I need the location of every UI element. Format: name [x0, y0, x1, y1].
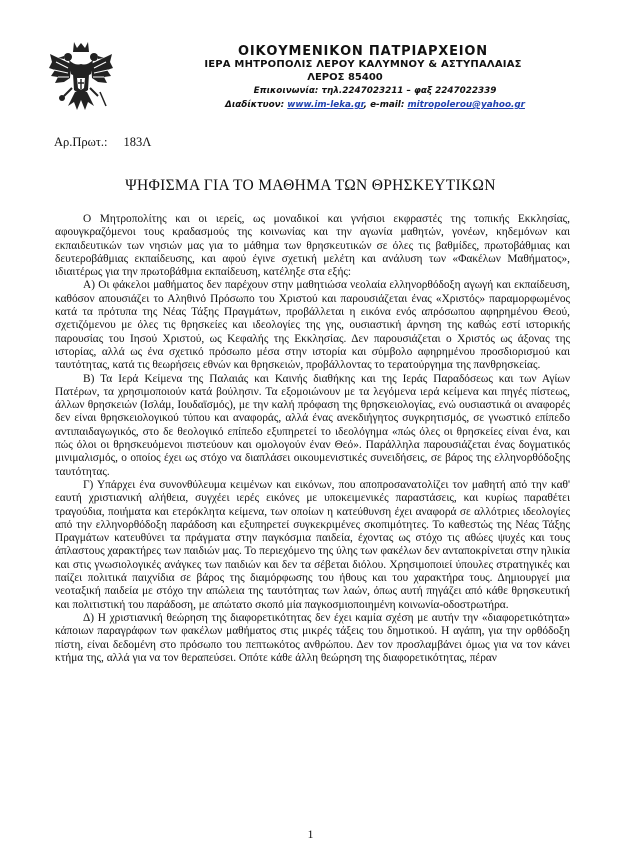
paragraph-b: Β) Τα Ιερά Κείμενα της Παλαιάς και Καινής διαθήκης και της Ιεράς Παραδόσεως και των Αγίων Πατέρων, τα χρησιμοποιούν κατά βούλησιν. Τα εξομοιώνουν με τα λεγόμενα ιερά κείμενα και πηγές πίστεως, άλλων θρησκειών (Ισλάμ, Ιουδαϊσμός), με την καλή πρόφαση της θρησκειολογίας, ενώ ουσιαστικά οι αναφορές δεν είναι θρησκειολογικού τύπου και αναφοράς, αλλά ένας ανεκδιήγητος συγκρητισμός, σε γνωστικό επίπεδο αντιπαιδαγωγικός, στο δε θεολογικό επίπεδο εξυπηρετεί το ιδεολόγημα «πώς όλες οι θρησκείες είναι ένα, και πώς όλοι οι θρησκευόμενοι πιστεύουν και ομολογούν έναν Θεό». Παράλληλα παρουσιάζεται ένας δογματικός μινιμαλισμός, ο οποίος έχει ως στόχο να διαπλάσει οικουμενιστικές συνειδήσεις, σε βάρος της ελληνορθόδοξης ταυτότητας.: [55, 372, 570, 478]
website-link[interactable]: www.im-leka.gr: [287, 100, 364, 110]
double-headed-eagle-icon: [48, 40, 114, 114]
intro-paragraph: Ο Μητροπολίτης και οι ιερείς, ως μοναδικοί και γνήσιοι εκφραστές της τοπικής Εκκλησίας, αφουγκραζόμενοι τους κραδασμούς της κοινωνίας και την αγωνία μαθητών, γονέων, κηδεμόνων και εκπαιδευτικών των νησιών μας για το μάθημα των θρησκευτικών σε όλες τις βαθμίδες, πρωτοβάθμιας και δευτεροβάθμιας εκπαίδευσης, και αφού έγινε σχετική μελέτη και ανάλυση των «Φακέλων Μαθήματος», ιδιαιτέρως για την πρωτοβάθμια εκπαίδευση, κατέληξε στα εξής:: [55, 213, 570, 279]
email-label: , e-mail:: [363, 100, 405, 110]
email-link[interactable]: mitropolerou@yahoo.gr: [407, 100, 525, 110]
paragraph-c: Γ) Υπάρχει ένα συνονθύλευμα κειμένων και εικόνων, που αποπροσανατολίζει τον μαθητή από την καθ' εαυτή χριστιανική αλήθεια, συγχέει ιερές εικόνες με υποκειμενικές παραστάσεις, και κυρίως παραθέτει τραγούδια, ποιήματα και ετερόκλητα κείμενα, των οποίων η κατεύθυνση έχει αναφορά σε αλλότριες ιδεολογίες από την ελληνορθόδοξη παράδοση και εξυπηρετεί συγκεκριμένες σκοπιμότητες. Το καθεστώς της Νέας Τάξης Πραγμάτων κατευθύνει τα πράγματα στην παγκόσμια παιδεία, έχοντας ως στόχο τις αθώες ψυχές και τους άπλαστους χαρακτήρες των παιδιών μας. Το περιεχόμενο της ύλης των φακέλων δεν ανταποκρίνεται στην ηλικία και στις γνωσιολογικές ανάγκες των παιδιών και δεν τα σέβεται διόλου. Χρησιμοποιεί ύπουλες στρατηγικές και παίζει πολιτικά παιχνίδια σε βάρος της διαμόρφωσης του ήθους και του χαρακτήρα τους. Δημιουργεί μια νεοταξική παιδεία με στόχο την απώλεια της ταυτότητας των λαών, όπως αυτή πηγάζει από κάθε θρησκευτική και πολιτιστική του παράδοση, με απώτατο σκοπό μία παγκοσμιοποιημένη κοινωνία-οδοστρωτήρα.: [55, 478, 570, 611]
document-body: [55, 213, 570, 665]
patriarchate-title: ΟΙΚΟΥΜΕΝΙΚΟΝ ΠΑΤΡΙΑΡΧΕΙΟΝ: [238, 44, 488, 59]
protocol-number-line: [54, 135, 151, 150]
paragraph-d: Δ) Η χριστιανική θεώρηση της διαφορετικότητας δεν έχει καμία σχέση με αυτήν την «διαφορετικότητα» κάποιων παραγράφων των φακέλων μαθήματος στις μικρές τάξεις του δημοτικού. Η αγάπη, για την ορθόδοξη πίστη, είναι δεδομένη στο πρόσωπο του πεπτωκότος ανθρώπου. Δεν τον προσλαμβάνει όμως για να τον κάνει κτήμα της, αλλά για να τον θεραπεύσει. Οπότε κάθε άλλη θεώρηση της διαφορετικότητας, πέραν: [55, 611, 570, 664]
page-number: 1: [307, 827, 314, 841]
web-contact-line: [140, 100, 610, 110]
web-label: Διαδίκτυον:: [225, 100, 285, 110]
document-title: ΨΗΦΙΣΜΑ ΓΙΑ ΤΟ ΜΑΘΗΜΑ ΤΩΝ ΘΡΗΣΚΕΥΤΙΚΩΝ: [125, 177, 496, 194]
paragraph-a: Α) Οι φάκελοι μαθήματος δεν παρέχουν στην μαθητιώσα νεολαία ελληνορθόδοξη αγωγή και εκπαίδευση, καθόσον απουσιάζει το Αληθινό Πρόσωπο του Χριστού και παρουσιάζεται ένας «Χριστός» παραμορφωμένος κατά τα πρότυπα της Νέας Τάξης Πραγμάτων, προβάλλεται η εικόνα ενός απρόσωπου αφηρημένου Θεού, σχετιζόμενου με όλες τις θρησκείες και ιδεολογίες της γης, ουσιαστική άρνηση της καθώς εστί ιστορικής παρουσίας του Ιησού Χριστού, ως Κεφαλής της Εκκλησίας. Δεν παρουσιάζεται ο Χριστός ως άξονας της ιστορίας, αλλά ως ένα σχετικό πρόσωπο μέσα στην ιστορία και σύμβολο αφηρημένου προσδιορισμού και ταυτότητας, κατά τις θεωρήσεις εθνών και θρησκειών, προβάλλοντας το τερατούργημα της πανθρησκείας.: [55, 279, 570, 372]
postal-address: ΛΕΡΟΣ 85400: [307, 72, 383, 83]
protocol-number: 183Λ: [123, 135, 152, 149]
protocol-label: Αρ.Πρωτ.:: [54, 135, 108, 149]
metropolis-name: ΙΕΡΑ ΜΗΤΡΟΠΟΛΙΣ ΛΕΡΟΥ ΚΑΛΥΜΝΟΥ & ΑΣΤΥΠΑΛΑΙΑΣ: [204, 59, 522, 70]
contact-line: Επικοινωνία: τηλ.2247023211 – φαξ 2247022339: [253, 86, 497, 96]
